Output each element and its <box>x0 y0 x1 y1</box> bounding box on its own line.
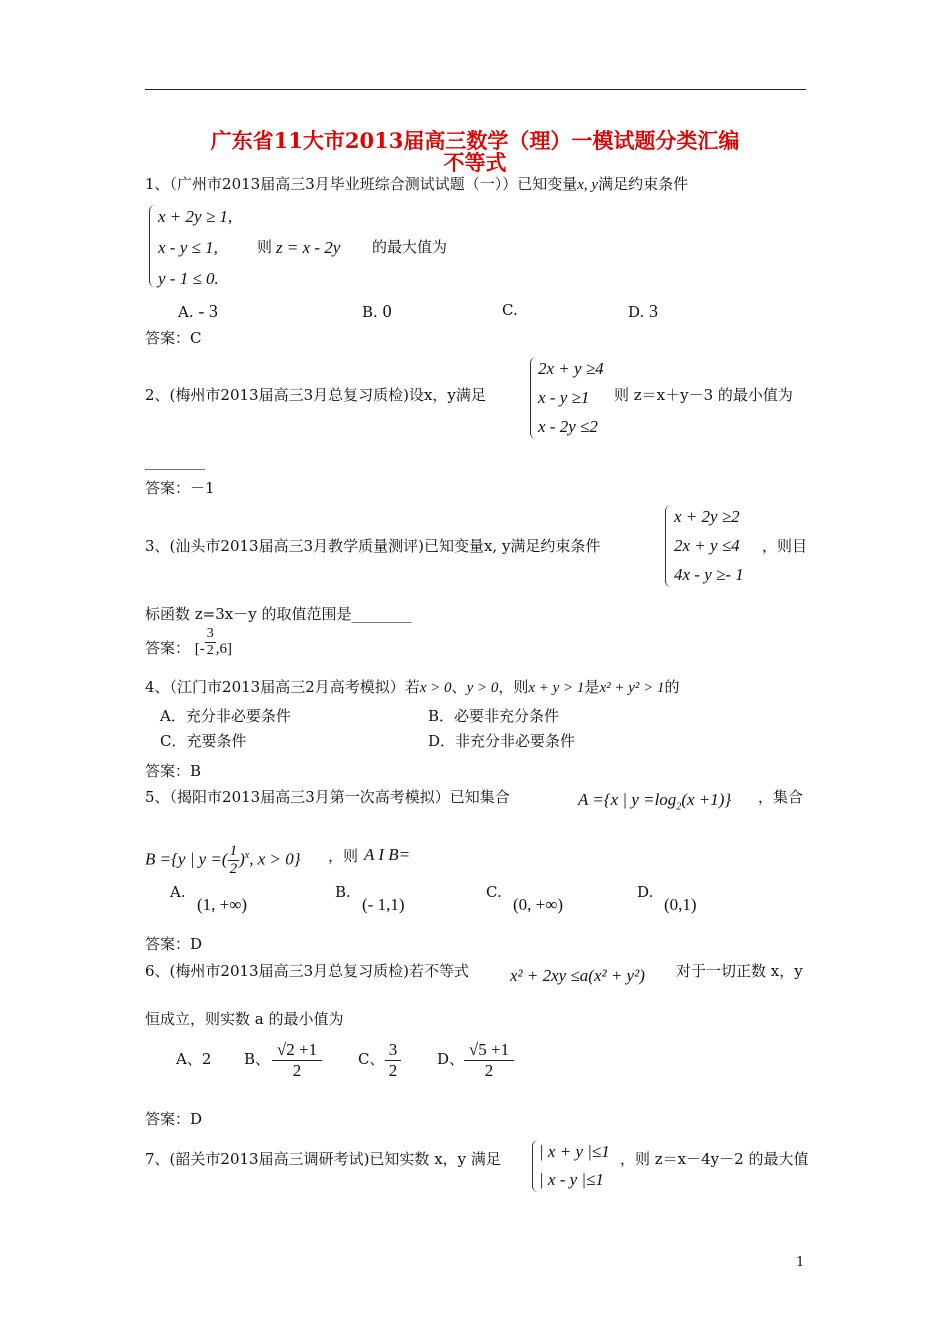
q5-option-c: (0, +∞) <box>513 895 564 914</box>
q7-constraint-2: | x - y |≤1 <box>539 1170 604 1189</box>
q5-then: ，则 <box>328 847 359 865</box>
q5-option-a: (1, +∞) <box>197 895 248 914</box>
q4-option-b: B．必要非充分条件 <box>428 707 560 725</box>
q6-option-d-fraction: √5 +1 2 <box>464 1040 514 1081</box>
q6-inequality: x² + 2xy ≤a(x² + y²) <box>510 966 645 985</box>
q5-option-d-label: D. <box>637 883 654 901</box>
q3-line-2: 标函数 z=3x－y 的取值范围是________ <box>145 605 412 623</box>
q1-objective: z = x - 2y <box>276 238 341 257</box>
q4-option-a: A．充分非必要条件 <box>160 707 291 725</box>
q5-set-b: B ={y | y =( $\frac{1}{2}$ )$^x$, x > 0} <box>145 843 301 877</box>
q4-option-c: C．充要条件 <box>160 732 247 750</box>
q2-constraint-3: x - 2y ≤2 <box>538 417 598 436</box>
question-5-stem: 5、（揭阳市2013届高三3月第一次高考模拟）已知集合 <box>145 788 510 806</box>
q1-ask: 的最大值为 <box>372 238 448 256</box>
q1-option-a: A. - 3 <box>178 301 218 321</box>
q2-answer-blank: ________ <box>145 452 205 470</box>
q3-constraint-1: x + 2y ≥2 <box>674 507 740 526</box>
q7-constraint-1: | x + y |≤1 <box>539 1142 610 1161</box>
q5-option-a-label: A. <box>170 883 186 901</box>
q6-option-b-fraction: √2 +1 2 <box>272 1040 322 1081</box>
question-2-stem: 2、(梅州市2013届高三3月总复习质检)设x，y满足 <box>145 386 486 404</box>
page-number: 1 <box>796 1255 805 1270</box>
q6-option-c-label: C、 <box>358 1050 385 1068</box>
q2-constraint-2: x - y ≥1 <box>538 388 590 407</box>
q3-constraint-2: 2x + y ≤4 <box>674 536 740 555</box>
q2-ask: 则 z＝x＋y－3 的最小值为 <box>614 386 793 404</box>
q3-answer-fraction: $\frac{3}{2}$ <box>206 625 214 658</box>
question-6-stem: 6、(梅州市2013届高三3月总复习质检)若不等式 <box>145 962 469 980</box>
q1-constraint-1: x + 2y ≥ 1, <box>158 207 233 226</box>
q1-option-d: D. 3 <box>628 301 659 321</box>
q5-option-b: (- 1,1) <box>362 895 405 914</box>
q1-option-b: B. 0 <box>362 301 392 321</box>
q6-option-b-label: B、 <box>244 1050 271 1068</box>
q5-half-fraction: $\frac{1}{2}$ <box>229 843 238 877</box>
header-rule <box>145 89 806 90</box>
q7-tail: ，则 z＝x－4y－2 的最大值 <box>620 1150 809 1168</box>
q2-constraint-1: 2x + y ≥4 <box>538 359 604 378</box>
q1-constraint-3: y - 1 ≤ 0. <box>158 269 219 288</box>
question-1-stem: 1、（广州市2013届高三3月毕业班综合测试试题（一））已知变量x, y满足约束条件 <box>145 175 689 193</box>
q1-answer: 答案：C <box>145 329 202 347</box>
q7-brace <box>532 1140 539 1192</box>
q6-option-c-fraction: 3 2 <box>385 1040 401 1081</box>
q5-intersection: A I B= <box>364 845 411 864</box>
q5-option-c-label: C. <box>486 883 502 901</box>
q5-answer: 答案：D <box>145 935 203 953</box>
q1-brace <box>149 205 156 287</box>
q6-tail: 对于一切正数 x，y <box>676 962 803 980</box>
q5-tail: ，集合 <box>758 788 804 806</box>
q3-answer: 答案： [- $\frac{3}{2}$ ,6] <box>145 625 233 658</box>
question-4-stem: 4、（江门市2013届高三2月高考模拟）若x > 0、y > 0，则x + y > 1是x² + y² > 1的 <box>145 678 680 696</box>
q1-constraint-2: x - y ≤ 1, <box>158 238 218 257</box>
q3-constraint-3: 4x - y ≥- 1 <box>674 565 744 584</box>
q1-then: 则 <box>257 238 273 256</box>
q3-brace <box>665 505 672 587</box>
question-7-stem: 7、(韶关市2013届高三调研考试)已知实数 x，y 满足 <box>145 1150 501 1168</box>
q5-option-d: (0,1) <box>664 895 697 914</box>
question-3-stem: 3、(汕头市2013届高三3月教学质量测评)已知变量x, y满足约束条件 <box>145 537 601 555</box>
q6-option-a: A、2 <box>176 1050 212 1068</box>
q1-option-c: C. <box>502 301 518 319</box>
q6-line-2: 恒成立，则实数 a 的最小值为 <box>145 1010 344 1028</box>
q2-answer: 答案：－1 <box>145 479 215 497</box>
page-subtitle: 不等式 <box>443 150 507 175</box>
page-title: 广东省11大市2013届高三数学（理）一模试题分类汇编 <box>210 128 740 153</box>
q4-option-d: D．非充分非必要条件 <box>428 732 576 750</box>
q5-set-a: A ={x | $y =\log_2(x +1)$} <box>578 790 732 813</box>
q3-tail: ，则目 <box>762 537 808 555</box>
q5-option-b-label: B. <box>335 883 351 901</box>
q4-answer: 答案：B <box>145 762 202 780</box>
q2-brace <box>530 357 537 439</box>
q6-answer: 答案：D <box>145 1110 203 1128</box>
q6-option-d-label: D、 <box>437 1050 465 1068</box>
